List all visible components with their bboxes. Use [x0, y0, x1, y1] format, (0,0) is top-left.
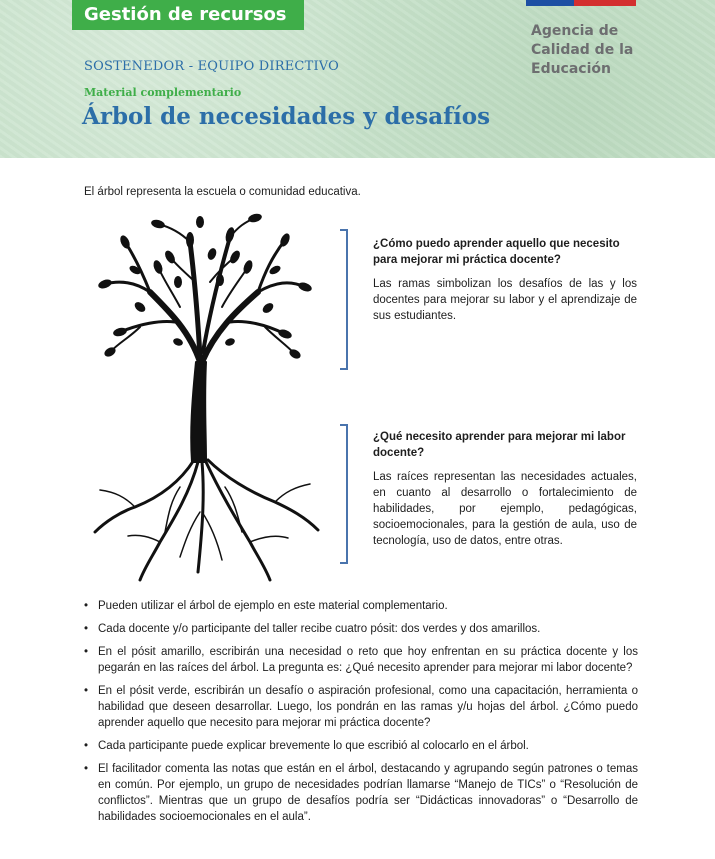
list-item: • En el pósit amarillo, escribirán una necesidad o reto que hoy enfrentan en su práctica docente y los pegarán en las raíces del árbol. La pregunta es: ¿Qué necesito aprender para mejorar mi labor docente? — [84, 644, 638, 676]
section-badge: Gestión de recursos — [72, 0, 304, 30]
material-label: Material complementario — [84, 86, 242, 99]
audience-label: SOSTENEDOR - EQUIPO DIRECTIVO — [84, 59, 340, 74]
agency-line-1: Agencia de — [531, 23, 619, 39]
branches-description: Las ramas simbolizan los desafíos de las y los docentes para mejorar su labor y el aprendizaje de sus estudiantes. — [373, 278, 637, 322]
flag-strip — [526, 0, 636, 6]
roots-info — [373, 429, 637, 549]
agency-line-3: Educación — [531, 61, 611, 77]
intro-text: El árbol representa la escuela o comunidad educativa. — [84, 186, 361, 198]
branches-bracket — [340, 229, 348, 370]
flag-red-segment — [574, 0, 636, 6]
page-title: Árbol de necesidades y desafíos — [82, 103, 491, 130]
roots-question: ¿Qué necesito aprender para mejorar mi labor docente? — [373, 431, 626, 459]
agency-line-2: Calidad de la — [531, 42, 634, 58]
branches-info — [373, 236, 637, 324]
list-item: • Cada docente y/o participante del taller recibe cuatro pósit: dos verdes y dos amarillos. — [84, 621, 638, 637]
list-item: • Pueden utilizar el árbol de ejemplo en este material complementario. — [84, 598, 638, 614]
roots-bracket — [340, 424, 348, 564]
flag-blue-segment — [526, 0, 574, 6]
list-item: • Cada participante puede explicar brevemente lo que escribió al colocarlo en el árbol. — [84, 738, 638, 754]
branches-question: ¿Cómo puedo aprender aquello que necesito para mejorar mi práctica docente? — [373, 238, 620, 266]
instructions-list — [84, 598, 638, 832]
agency-logo — [531, 22, 671, 79]
list-item: • En el pósit verde, escribirán un desafío o aspiración profesional, como una capacitación, herramienta o habilidad que deseen desarrollar. Luego, los pondrán en las ramas y/u hojas del árbol. ¿Cómo puedo aprender aquello que necesito para mejorar mi práctica docente? — [84, 683, 638, 731]
list-item: • El facilitador comenta las notas que están en el árbol, destacando y agrupando según patrones o temas en común. Por ejemplo, un grupo de necesidades podrían llamarse “Manejo de TICs” o “Resolución de conflictos”. Mientras que un grupo de desafíos podría ser “Didácticas innovadoras” o “Desarrollo de habilidades socioemocionales en el aula”. — [84, 761, 638, 825]
header-banner — [0, 0, 715, 158]
roots-description: Las raíces representan las necesidades actuales, en cuanto al desarrollo o fortalecimiento de habilidades, por ejemplo, pedagógicas, socioemocionales, para la gestión de aula, uso de tecnología, uso de datos, entre otras. — [373, 471, 637, 547]
tree-with-roots-icon — [80, 212, 330, 587]
